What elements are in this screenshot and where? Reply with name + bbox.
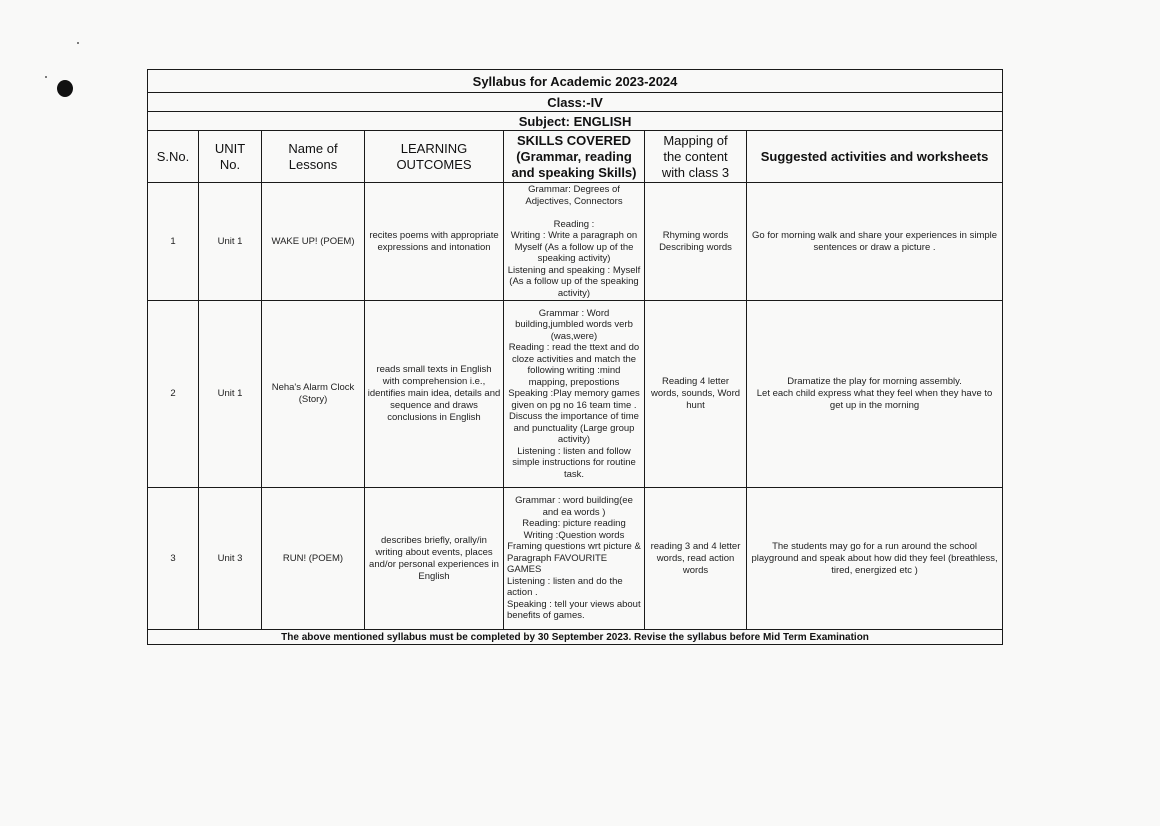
- row-activities: Go for morning walk and share your experiences in simple sentences or draw a picture .: [747, 183, 1003, 301]
- row-outcomes: reads small texts in English with comprehension i.e., identifies main idea, details and sequence and draws conclusions in English: [365, 301, 504, 488]
- header-mapping: [645, 131, 747, 183]
- header-mapping-line2: the content: [663, 148, 728, 164]
- skill-line: Grammar : word building(ee and ea words ): [515, 495, 633, 518]
- row-unit: Unit 3: [199, 488, 262, 630]
- row-mapping: Rhyming words Describing words: [645, 183, 747, 301]
- skill-line: [507, 207, 641, 219]
- skill-line: Speaking : tell your views about benefits of games.: [507, 598, 641, 622]
- skill-line: Grammar : Word building,jumbled words verb (was,were): [515, 307, 633, 342]
- header-skills-line1: SKILLS COVERED: [516, 132, 632, 148]
- header-sno: S.No.: [148, 131, 199, 183]
- row-lesson: Neha's Alarm Clock (Story): [262, 301, 365, 488]
- syllabus-sheet: [147, 69, 1002, 645]
- row-activities: The students may go for a run around the school playground and speak about how did they feel (breathless, tired, energized etc ): [747, 488, 1003, 630]
- syllabus-table: [147, 69, 1003, 645]
- class-label: Class:-IV: [148, 93, 1003, 112]
- skill-line: Writing : Write a paragraph on Myself (As a follow up of the speaking activity): [510, 230, 638, 264]
- document-title: Syllabus for Academic 2023-2024: [148, 70, 1003, 93]
- row-unit: Unit 1: [199, 301, 262, 488]
- header-unit: [199, 131, 262, 183]
- header-activities: Suggested activities and worksheets: [747, 131, 1003, 183]
- footer-row: [148, 630, 1003, 645]
- header-unit-line2: No.: [219, 156, 241, 172]
- header-lessons-line2: Lessons: [288, 156, 338, 172]
- skill-line: Listening : listen and do the action .: [507, 575, 623, 599]
- header-outcomes-line2: OUTCOMES: [396, 156, 472, 172]
- header-outcomes: [365, 131, 504, 183]
- row-skills: [504, 183, 645, 301]
- row-activities: [747, 301, 1003, 488]
- subject-row: [148, 112, 1003, 131]
- row-lesson: RUN! (POEM): [262, 488, 365, 630]
- row-unit: Unit 1: [199, 183, 262, 301]
- row-mapping: reading 3 and 4 letter words, read action words: [645, 488, 747, 630]
- header-skills-line2: (Grammar, reading: [516, 148, 632, 164]
- row-sno: 3: [148, 488, 199, 630]
- skill-line: Discuss the importance of time and punctuality (Large group activity): [509, 411, 639, 446]
- header-outcomes-line1: LEARNING: [400, 140, 468, 156]
- class-row: [148, 93, 1003, 112]
- activity-line: Dramatize the play for morning assembly.: [787, 376, 962, 387]
- row-sno: 1: [148, 183, 199, 301]
- table-row: [148, 301, 1003, 488]
- skill-line: Paragraph FAVOURITE GAMES: [507, 552, 608, 576]
- row-outcomes: describes briefly, orally/in writing about events, places and/or personal experiences in English: [365, 488, 504, 630]
- header-lessons-line1: Name of: [288, 140, 338, 156]
- header-mapping-line3: with class 3: [661, 164, 730, 180]
- skill-line: Reading: picture reading: [522, 518, 626, 530]
- header-lessons: [262, 131, 365, 183]
- row-sno: 2: [148, 301, 199, 488]
- row-skills: [504, 301, 645, 488]
- skill-line: Grammar: Degrees of Adjectives, Connectors: [525, 184, 623, 207]
- subject-label: Subject: ENGLISH: [148, 112, 1003, 131]
- scan-speck: [45, 76, 47, 78]
- scan-speck: [77, 42, 79, 44]
- skill-line: Reading :: [553, 218, 595, 230]
- skill-line: Listening : listen and follow simple instructions for routine task.: [512, 445, 636, 480]
- skill-line: Listening and speaking : Myself (As a follow up of the speaking activity): [507, 264, 641, 299]
- row-mapping: Reading 4 letter words, sounds, Word hunt: [645, 301, 747, 488]
- row-lesson: WAKE UP! (POEM): [262, 183, 365, 301]
- footer-note: The above mentioned syllabus must be completed by 30 September 2023. Revise the syllabus before Mid Term Examination: [148, 630, 1003, 645]
- scan-blot: [57, 80, 73, 97]
- row-outcomes: recites poems with appropriate expressions and intonation: [365, 183, 504, 301]
- header-mapping-line1: Mapping of: [663, 132, 728, 148]
- activity-line: Let each child express what they feel when they have to get up in the morning: [756, 388, 993, 411]
- skill-line: Writing :Question words: [523, 529, 625, 541]
- skill-line: Speaking :Play memory games given on pg no 16 team time .: [508, 388, 640, 411]
- table-row: [148, 183, 1003, 301]
- row-skills: [504, 488, 645, 630]
- header-skills: [504, 131, 645, 183]
- title-row: [148, 70, 1003, 93]
- header-unit-line1: UNIT: [214, 140, 246, 156]
- table-row: [148, 488, 1003, 630]
- header-skills-line3: and speaking Skills): [511, 164, 637, 180]
- skill-line: Reading : read the ttext and do cloze activities and match the following writing :mind mapping, prepostions: [508, 342, 640, 388]
- column-header-row: [148, 131, 1003, 183]
- skill-line: Framing questions wrt picture &: [507, 541, 641, 553]
